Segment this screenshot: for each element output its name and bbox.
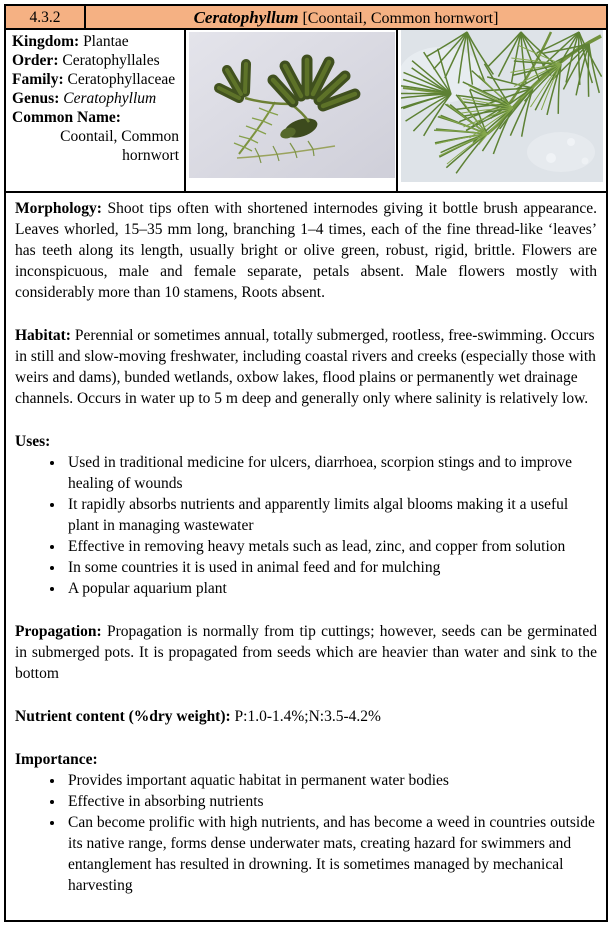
body-cell (6, 193, 606, 922)
kingdom-value: Plantae (79, 33, 129, 50)
importance-label: Importance: (15, 751, 98, 768)
uses-item: • Effective in removing heavy metals such as lead, zinc, and copper from solution (65, 536, 597, 557)
kingdom-label: Kingdom: (12, 33, 80, 50)
uses-section (15, 431, 597, 599)
nutrient-value: P:1.0-1.4%;N:3.5-4.2% (230, 708, 381, 725)
common-name-value: Coontail, Common hornwort (60, 128, 179, 164)
uses-item: • A popular aquarium plant (65, 578, 597, 599)
genus-label: Genus: (12, 90, 60, 107)
coontail-photo-illustration (189, 32, 395, 178)
propagation-text: Propagation is normally from tip cuttings; however, seeds can be germinated in submerged pots. It is propagated from seeds which are heavier than water and sink to the bottom (15, 623, 597, 682)
importance-section (15, 749, 597, 896)
page-title (86, 6, 606, 28)
nutrient-label: Nutrient content (%dry weight): (15, 708, 231, 725)
title-common-name: [Coontail, Common hornwort] (298, 10, 499, 27)
habitat-paragraph (15, 325, 597, 409)
header-row (6, 6, 606, 30)
uses-item: • Used in traditional medicine for ulcers, diarrhoea, scorpion stings and to improve healing of wounds (65, 452, 597, 494)
importance-list (15, 770, 597, 896)
nutrient-paragraph (15, 706, 597, 727)
habitat-text: Perennial or sometimes annual, totally submerged, rootless, free-swimming. Occurs in still and slow-moving freshwater, including coastal rivers and creeks (especially those with weirs and dams), bunded wetlands, oxbow lakes, flood plains or permanently wet drainage channels. Occurs in water up to 5 m deep and generally only where salinity is relatively low. (15, 327, 596, 407)
propagation-paragraph (15, 621, 597, 684)
coontail-photo (186, 30, 398, 191)
morphology-paragraph (15, 198, 597, 303)
family-value: Ceratophyllaceae (63, 71, 176, 88)
morphology-label: Morphology: (15, 200, 102, 217)
common-name-label: Common Name: (12, 109, 121, 126)
uses-list (15, 452, 597, 599)
uses-item: • It rapidly absorbs nutrients and apparently limits algal blooms making it a useful plant in managing wastewater (65, 494, 597, 536)
family-label: Family: (12, 71, 64, 88)
genus-value: Ceratophyllum (59, 90, 157, 107)
taxonomy-family (12, 70, 179, 89)
morphology-text: Shoot tips often with shortened internodes giving it bottle brush appearance. Leaves whorled, 15–35 mm long, branching 1–4 times, each of the fine thread-like ‘leaves’ has teeth along its length, usually bright or olive green, robust, rigid, brittle. Flowers are inconspicuous, male and female separate, petals absent. Male flowers mostly with considerably more than 10 stamens, Roots absent. (15, 200, 597, 301)
importance-item: • Effective in absorbing nutrients (65, 791, 597, 812)
title-genus: Ceratophyllum (193, 8, 299, 27)
taxonomy-order (12, 51, 179, 70)
taxonomy-common-name (12, 108, 179, 127)
order-value: Ceratophyllales (58, 52, 160, 69)
section-number: 4.3.2 (6, 6, 86, 28)
info-row (6, 30, 606, 193)
hornwort-closeup-illustration (401, 30, 603, 182)
hornwort-closeup-photo (398, 30, 606, 191)
fact-sheet-page (4, 4, 608, 922)
taxonomy-panel (6, 30, 186, 191)
uses-label: Uses: (15, 433, 51, 450)
order-label: Order: (12, 52, 59, 69)
propagation-label: Propagation: (15, 623, 102, 640)
habitat-label: Habitat: (15, 327, 71, 344)
importance-item: • Provides important aquatic habitat in permanent water bodies (65, 770, 597, 791)
importance-item: • Can become prolific with high nutrients, and has become a weed in countries outside its native range, forms dense underwater mats, creating hazard for swimmers and entanglement has resulted in drowning. It is sometimes managed by mechanical harvesting (65, 812, 597, 896)
taxonomy-genus (12, 89, 179, 108)
uses-item: • In some countries it is used in animal feed and for mulching (65, 557, 597, 578)
taxonomy-kingdom (12, 32, 179, 51)
